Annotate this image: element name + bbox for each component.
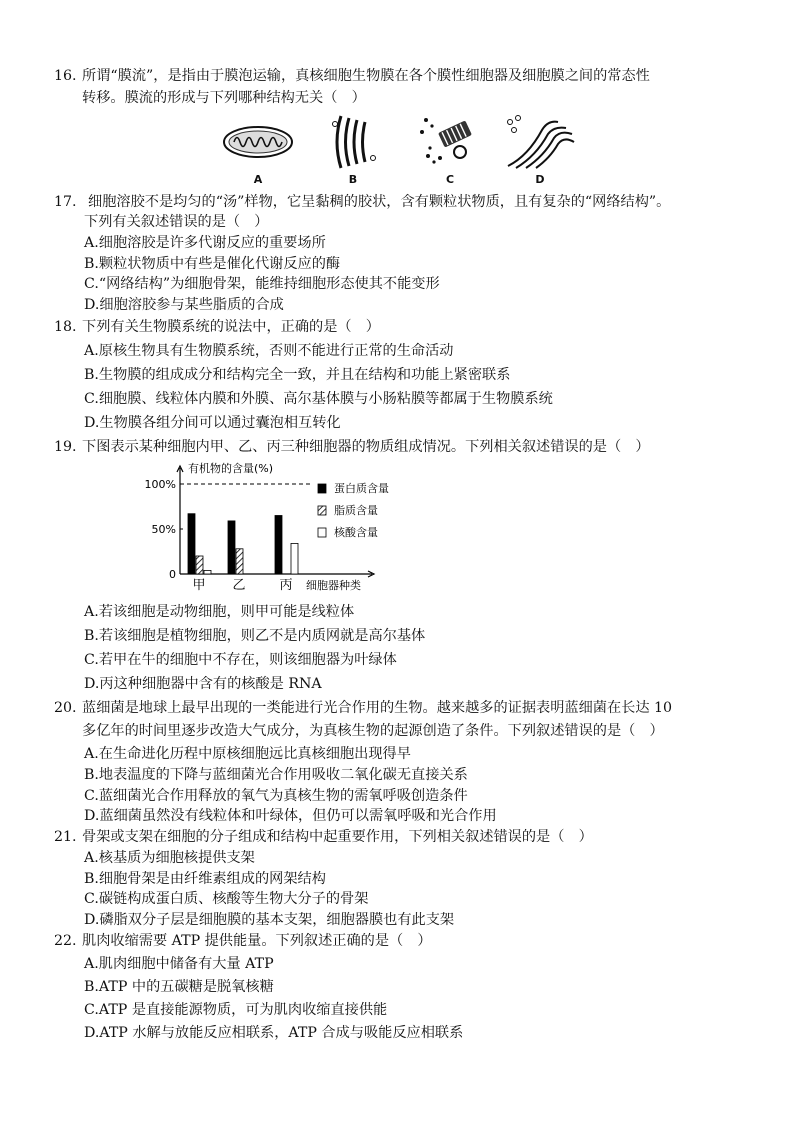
bar-1-3	[275, 516, 282, 575]
bar-1-2	[228, 521, 235, 574]
q16-number: 16.	[54, 68, 77, 84]
q17-number: 17.	[54, 194, 77, 210]
q17-option-d: D.细胞溶胶参与某些脂质的合成	[84, 297, 284, 313]
figure-label-b: B	[348, 173, 358, 186]
legend-label: 核酸含量	[334, 526, 378, 539]
y-tick-label: 50%	[151, 523, 176, 536]
q20-stem-line2: 多亿年的时间里逐步改造大气成分，为真核生物的起源创造了条件。下列叙述错误的是（ ）	[82, 723, 664, 739]
figure-label-c: C	[445, 173, 455, 186]
er-figure	[500, 112, 580, 186]
figure-label-d: D	[535, 173, 545, 186]
q18-option-b: B.生物膜的组成成分和结构完全一致，并且在结构和功能上紧密联系	[84, 367, 511, 383]
q17-stem-line2: 下列有关叙述错误的是（ ）	[84, 214, 269, 230]
q22-stem-line1: 肌肉收缩需要 ATP 提供能量。下列叙述正确的是（ ）	[82, 933, 432, 949]
q20-stem-line1: 蓝细菌是地球上最早出现的一类能进行光合作用的生物。越来越多的证据表明蓝细菌在长达 10	[82, 700, 673, 716]
mitochondrion-icon	[218, 112, 298, 172]
q17-option-c: C.“网络结构”为细胞骨架，能维持细胞形态使其不能变形	[84, 276, 440, 292]
bar-2-2	[236, 549, 243, 574]
q21-number: 21.	[54, 829, 77, 845]
legend-label: 脂质含量	[334, 504, 378, 517]
bar-3-3	[291, 543, 298, 574]
centrosome-icon	[410, 112, 490, 172]
bar-3-1	[204, 570, 211, 574]
legend-swatch	[318, 528, 326, 537]
y-tick-label: 0	[169, 568, 176, 581]
mitochondrion-figure	[218, 112, 298, 186]
q21-option-a: A.核基质为细胞核提供支架	[84, 850, 255, 866]
q21-option-b: B.细胞骨架是由纤维素组成的网架结构	[84, 871, 326, 887]
q19-option-c: C.若甲在牛的细胞中不存在，则该细胞器为叶绿体	[84, 652, 397, 668]
q18-option-a: A.原核生物具有生物膜系统，否则不能进行正常的生命活动	[84, 343, 454, 359]
q18-number: 18.	[54, 319, 77, 335]
x-tick-label: 甲	[192, 578, 206, 592]
q21-option-d: D.磷脂双分子层是细胞膜的基本支架，细胞器膜也有此支架	[84, 912, 455, 928]
q19-number: 19.	[54, 439, 77, 455]
bar-1-1	[188, 514, 195, 574]
q22-option-c: C.ATP 是直接能源物质，可为肌肉收缩直接供能	[84, 1002, 388, 1018]
q18-option-d: D.生物膜各组分间可以通过囊泡相互转化	[84, 415, 341, 431]
x-axis-label: 细胞器种类	[306, 579, 361, 592]
q18-stem-line1: 下列有关生物膜系统的说法中，正确的是（ ）	[82, 319, 380, 335]
q19-stem-line1: 下图表示某种细胞内甲、乙、丙三种细胞器的物质组成情况。下列相关叙述错误的是（ ）	[82, 439, 650, 455]
q19-option-a: A.若该细胞是动物细胞，则甲可能是线粒体	[84, 604, 355, 620]
y-tick-label: 100%	[144, 478, 176, 491]
q20-option-b: B.地表温度的下降与蓝细菌光合作用吸收二氧化碳无直接关系	[84, 767, 468, 783]
q16-stem-line2: 转移。膜流的形成与下列哪种结构无关（ ）	[82, 90, 366, 106]
q21-stem-line1: 骨架或支架在细胞的分子组成和结构中起重要作用，下列相关叙述错误的是（ ）	[82, 829, 593, 845]
q22-option-a: A.肌肉细胞中储备有大量 ATP	[84, 956, 274, 972]
legend-label: 蛋白质含量	[334, 482, 389, 495]
figure-label-a: A	[253, 173, 263, 186]
q19-option-b: B.若该细胞是植物细胞，则乙不是内质网就是高尔基体	[84, 628, 426, 644]
q21-option-c: C.碳链构成蛋白质、核酸等生物大分子的骨架	[84, 891, 369, 907]
endoplasmic-reticulum-icon	[500, 112, 580, 172]
golgi-figure	[313, 112, 393, 186]
y-axis-label: 有机物的含量(%)	[188, 462, 274, 475]
x-tick-label: 丙	[279, 578, 293, 592]
q18-option-c: C.细胞膜、线粒体内膜和外膜、高尔基体膜与小肠粘膜等都属于生物膜系统	[84, 391, 553, 407]
q22-option-b: B.ATP 中的五碳糖是脱氧核糖	[84, 979, 274, 995]
q17-stem-line1: 细胞溶胶不是均匀的“汤”样物，它呈黏稠的胶状，含有颗粒状物质，且有复杂的“网络结构”。	[88, 194, 671, 210]
legend-swatch	[318, 484, 326, 493]
x-tick-label: 乙	[232, 578, 246, 592]
legend-swatch	[318, 506, 326, 515]
q20-option-a: A.在生命进化历程中原核细胞远比真核细胞出现得早	[84, 746, 411, 762]
q20-number: 20.	[54, 700, 77, 716]
q17-option-b: B.颗粒状物质中有些是催化代谢反应的酶	[84, 256, 341, 272]
q16-stem-line1: 所谓“膜流”，是指由于膜泡运输，真核细胞生物膜在各个膜性细胞器及细胞膜之间的常态性	[82, 68, 650, 84]
q17-option-a: A.细胞溶胶是许多代谢反应的重要场所	[84, 235, 326, 251]
q22-option-d: D.ATP 水解与放能反应相联系，ATP 合成与吸能反应相联系	[84, 1025, 464, 1041]
golgi-icon	[313, 112, 393, 172]
bar-chart	[140, 462, 430, 592]
organelle-composition-chart	[140, 462, 430, 592]
q19-option-d: D.丙这种细胞器中含有的核酸是 RNA	[84, 676, 322, 692]
q20-option-d: D.蓝细菌虽然没有线粒体和叶绿体，但仍可以需氧呼吸和光合作用	[84, 808, 497, 824]
bar-2-1	[196, 556, 203, 574]
organelle-figures	[218, 112, 578, 186]
q22-number: 22.	[54, 933, 77, 949]
centrosome-figure	[410, 112, 490, 186]
q20-option-c: C.蓝细菌光合作用释放的氧气为真核生物的需氧呼吸创造条件	[84, 788, 468, 804]
